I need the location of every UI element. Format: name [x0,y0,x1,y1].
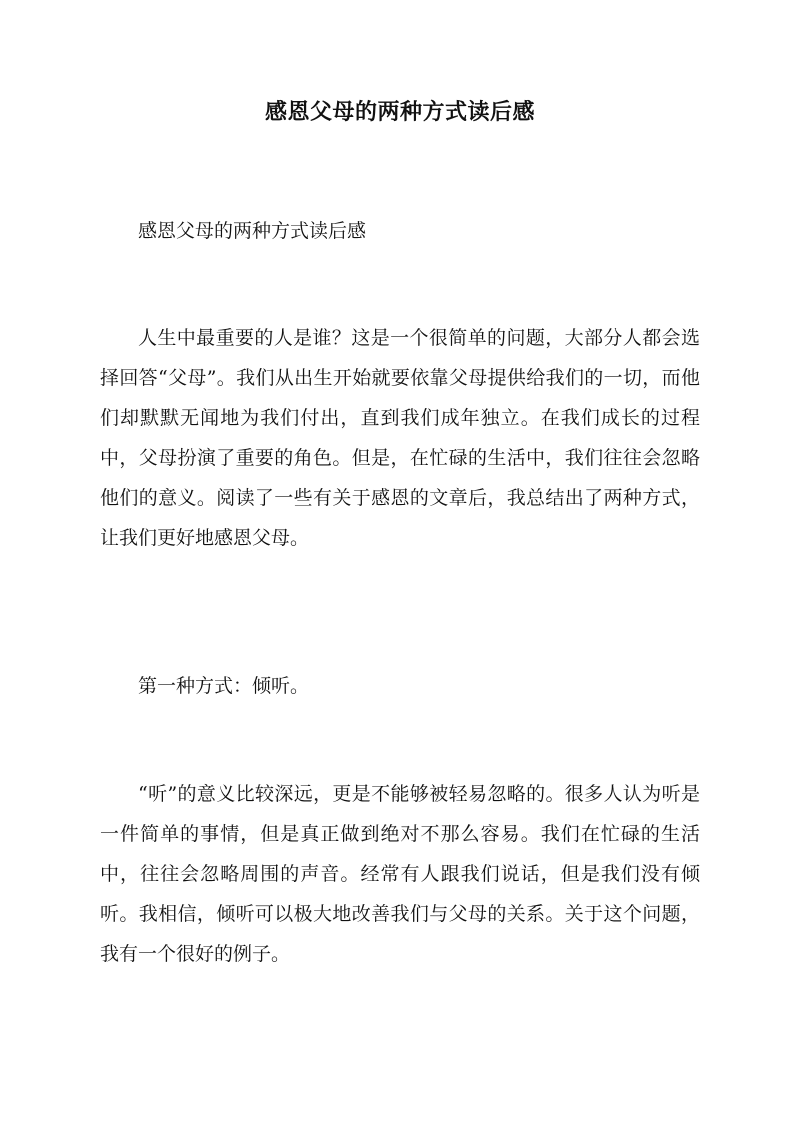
paragraph-listening: “听”的意义比较深远，更是不能够被轻易忽略的。很多人认为听是一件简单的事情，但是真正做到绝对不那么容易。我们在忙碌的生活中，往往会忽略周围的声音。经常有人跟我们说话，但是我们没有倾听。我相信，倾听可以极大地改善我们与父母的关系。关于这个问题，我有一个很好的例子。 [100,783,700,965]
paragraph-subtitle: 感恩父母的两种方式读后感 [138,220,367,242]
document-title: 感恩父母的两种方式读后感 [264,99,535,125]
paragraph-intro: 人生中最重要的人是谁？这是一个很简单的问题，大部分人都会选择回答“父母”。我们从出生开始就要依靠父母提供给我们的一切，而他们却默默无闻地为我们付出，直到我们成年独立。在我们成长的过程中，父母扮演了重要的角色。但是，在忙碌的生活中，我们往往会忽略他们的意义。阅读了一些有关于感恩的文章后，我总结出了两种方式，让我们更好地感恩父母。 [100,327,700,549]
paragraph-method-one-heading: 第一种方式：倾听。 [138,675,310,697]
